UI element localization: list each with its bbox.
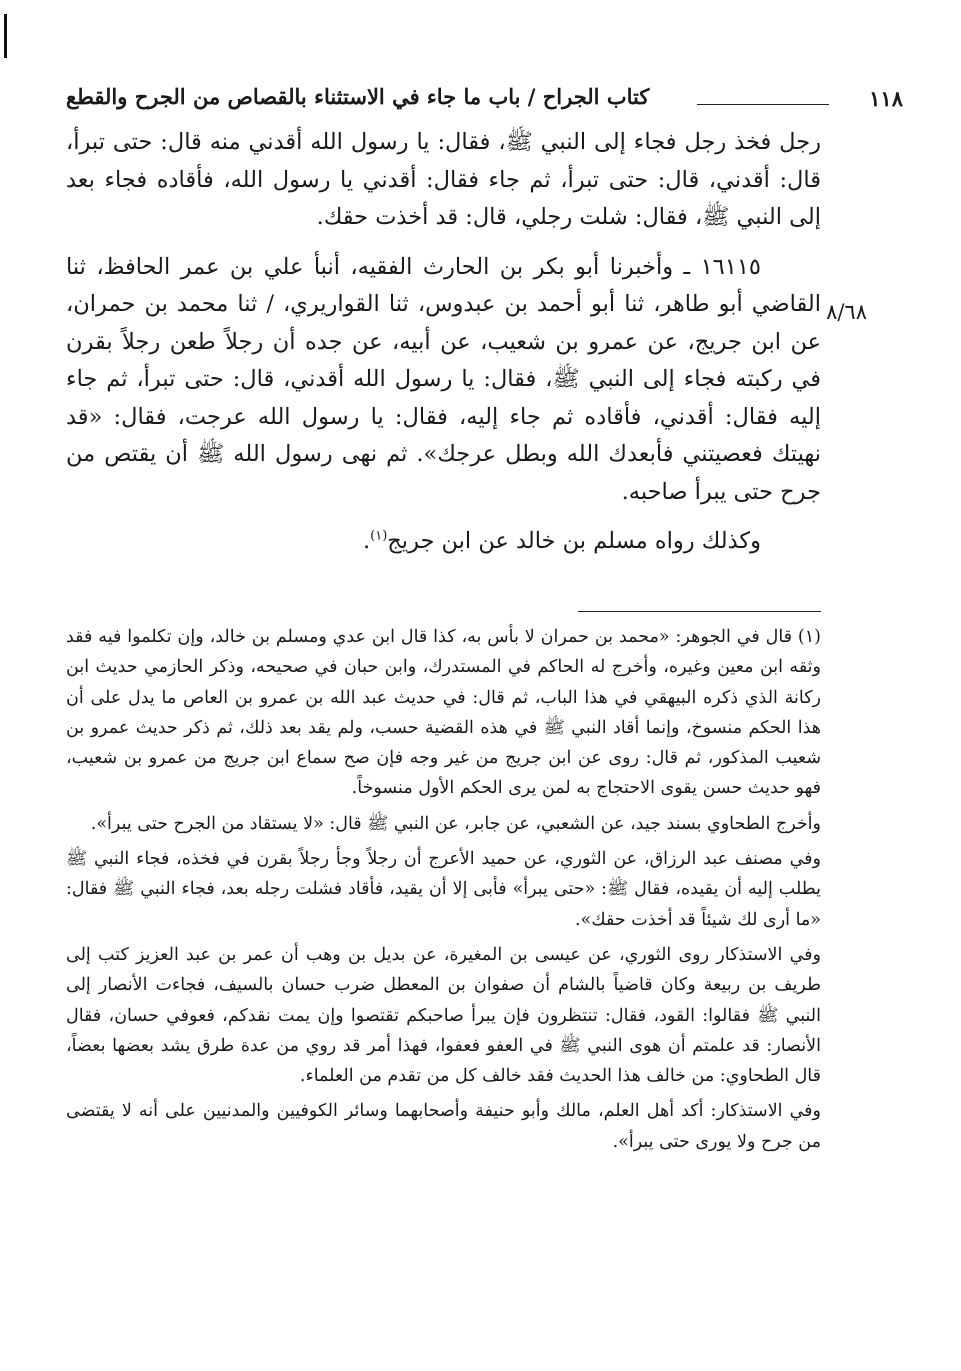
paragraph-note xyxy=(66,523,821,561)
footnote-paragraph-istidhkar-2: وفي الاستذكار: أكد أهل العلم، مالك وأبو حنيفة وأصحابهما وسائر الكوفيين والمدنيين على أنه لا يقتضى من جرح ولا يورى حتى يبرأ». xyxy=(66,1101,821,1152)
header-title: كتاب الجراح / باب ما جاء في الاستثناء بالقصاص من الجرح والقطع xyxy=(66,84,650,109)
paragraph-continuation: رجل فخذ رجل فجاء إلى النبي ﷺ، فقال: يا رسول الله أقدني منه قال: حتى تبرأ، قال: أقدني، قال: حتى تبرأ، ثم جاء فقال: أقدني يا رسول الله، فأقاده فجاء بعد إلى النبي ﷺ، فقال: شلت رجلي، قال: قد أخذت حقك. xyxy=(66,129,821,230)
footnote-paragraph-abdurrazzaq: وفي مصنف عبد الرزاق، عن الثوري، عن حميد الأعرج أن رجلاً وجأ رجلاً بقرن في فخذه، فجاء النبي ﷺ يطلب إليه أن يقيده، فقال ﷺ: «حتى يبرأ» فأبى إلا أن يقيد، فأقاد فشلت رجله بعد، فجاء النبي ﷺ فقال: «ما أرى لك شيئاً قد أخذت حقك». xyxy=(66,849,821,930)
footnote-paragraph-istidhkar-1: وفي الاستذكار روى الثوري، عن عيسى بن المغيرة، عن بديل بن وهب أن عمر بن عبد العزيز كتب إلى طريف بن ربيعة وكان قاضياً بالشام أن صفوان بن المعطل ضرب حسان بالسيف، فجاءت الأنصار إلى النبي ﷺ فقالوا: القود، فقال: تنتظرون فإن يبرأ صاحبكم تقتصوا وإن يمت نقدكم، فعوفي حسان، فقال الأنصار: قد علمتم أن هوى النبي ﷺ في العفو فعفوا، فهذا أمر قد روي من عدة طرق يشد بعضها بعضاً، قال الطحاوي: من خالف هذا الحديث فقد خالف كل من تقدم من العلماء. xyxy=(66,944,821,1087)
paragraph-note-end: . xyxy=(362,528,371,554)
paragraph-note-text: وكذلك رواه مسلم بن خالد عن ابن جريج xyxy=(387,528,761,554)
hadith-16115: ١٦١١٥ ـ وأخبرنا أبو بكر بن الحارث الفقيه، أنبأ علي بن عمر الحافظ، ثنا القاضي أبو طاهر، ثنا أبو أحمد بن عبدوس، ثنا القواريري، / ثنا محمد بن حمران، عن ابن جريج، عن عمرو بن شعيب، عن أبيه، عن جده أن رجلاً طعن رجلاً بقرن في ركبته فجاء إلى النبي ﷺ، فقال: يا رسول الله أقدني، قال: حتى تبرأ، ثم جاء إليه فقال: أقدني، فأقاده ثم جاء إليه، فقال: يا رسول الله عرجت، فقال: «قد نهيتك فعصيتني فأبعدك الله وبطل عرجك». ثم نهى رسول الله ﷺ أن يقتص من جرح حتى يبرأ صاحبه. xyxy=(66,253,821,505)
main-text xyxy=(66,124,821,561)
footnote-rule xyxy=(578,611,821,612)
page-number: ١١٨ xyxy=(869,86,903,111)
footnotes xyxy=(66,622,821,1157)
footnote-paragraph-tahawi: وأخرج الطحاوي بسند جيد، عن الشعبي، عن جابر، عن النبي ﷺ قال: «لا يستقاد من الجرح حتى يبرأ». xyxy=(90,813,821,834)
running-header xyxy=(66,84,903,118)
header-rule xyxy=(697,104,829,105)
footnote-1: (١) قال في الجوهر: «محمد بن حمران لا بأس به، كذا قال ابن عدي ومسلم بن خالد، وإن تكلموا فيه فقد وثقه ابن معين وغيره، وأخرج له الحاكم في المستدرك، وابن حبان في صحيحه، وذكر الحازمي حديث ابن ركانة الذي ذكره البيهقي في هذا الباب، ثم قال: في حديث عبد الله بن عمرو بن العاص ما يدل على أن هذا الحكم منسوخ، وإنما أقاد النبي ﷺ في هذه القضية حسب، ولم يقد بعد ذلك، ثم ذكر حديث عمرو بن شعيب المذكور، ثم قال: روى عن ابن جريج من غير وجه فإن صح سماع ابن جريج من عمرو بن شعيب، فهو حديث حسن يقوى الاحتجاج به لمن يرى الحكم الأول منسوخاً. xyxy=(66,627,821,799)
scan-edge-mark xyxy=(4,14,7,58)
footnote-marker: (١) xyxy=(370,528,388,544)
margin-volume-page-reference: ٨/٦٨ xyxy=(826,300,867,324)
